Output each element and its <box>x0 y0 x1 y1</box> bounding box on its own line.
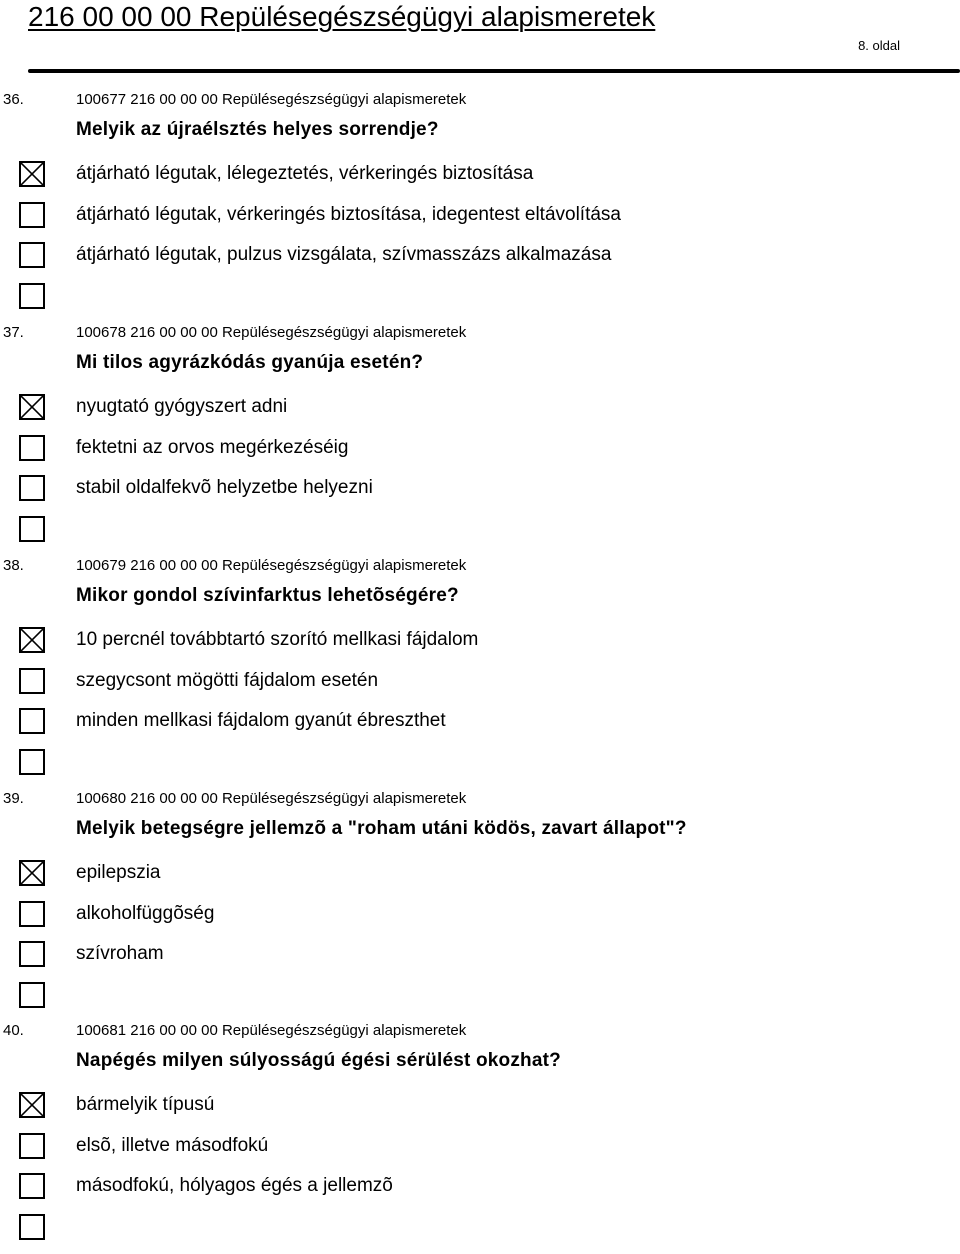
checkbox[interactable] <box>19 1133 45 1159</box>
question-code: 100680 216 00 00 00 Repülésegészségügyi alapismeretek <box>76 790 467 807</box>
checkbox[interactable] <box>19 242 45 268</box>
answer-label: alkoholfüggõség <box>76 903 215 924</box>
answer-option <box>0 982 960 1012</box>
checkbox-checked[interactable] <box>19 394 45 420</box>
cross-mark-icon <box>21 396 43 418</box>
answer-label: bármelyik típusú <box>76 1094 215 1115</box>
question-code: 100681 216 00 00 00 Repülésegészségügyi alapismeretek <box>76 1022 467 1039</box>
question-block <box>0 1022 960 1254</box>
answer-label: szívroham <box>76 943 164 964</box>
checkbox[interactable] <box>19 516 45 542</box>
answer-option <box>0 1092 960 1122</box>
checkbox[interactable] <box>19 941 45 967</box>
answer-label: fektetni az orvos megérkezéséig <box>76 437 349 458</box>
page-title: 216 00 00 00 Repülésegészségügyi alapismeretek <box>28 1 656 32</box>
answer-option <box>0 749 960 779</box>
answer-option <box>0 516 960 546</box>
answer-label: stabil oldalfekvõ helyzetbe helyezni <box>76 477 373 498</box>
question-number: 38. <box>3 557 24 574</box>
answer-option <box>0 475 960 505</box>
question-number: 36. <box>3 91 24 108</box>
question-number: 37. <box>3 324 24 341</box>
answer-option <box>0 1173 960 1203</box>
checkbox-checked[interactable] <box>19 860 45 886</box>
question-block <box>0 324 960 556</box>
checkbox[interactable] <box>19 202 45 228</box>
cross-mark-icon <box>21 1094 43 1116</box>
checkbox[interactable] <box>19 283 45 309</box>
answer-option <box>0 394 960 424</box>
answer-option <box>0 901 960 931</box>
answer-label: átjárható légutak, lélegeztetés, vérkeringés biztosítása <box>76 163 534 184</box>
answer-option <box>0 1214 960 1244</box>
checkbox-checked[interactable] <box>19 1092 45 1118</box>
question-text: Melyik betegségre jellemzõ a "roham utáni ködös, zavart állapot"? <box>76 818 687 839</box>
answer-label: másodfokú, hólyagos égés a jellemzõ <box>76 1175 393 1196</box>
answer-label: átjárható légutak, vérkeringés biztosítása, idegentest eltávolítása <box>76 204 621 225</box>
question-text: Mi tilos agyrázkódás gyanúja esetén? <box>76 352 424 373</box>
checkbox-checked[interactable] <box>19 627 45 653</box>
answer-option <box>0 668 960 698</box>
checkbox[interactable] <box>19 708 45 734</box>
answer-option <box>0 161 960 191</box>
answer-label: 10 percnél továbbtartó szorító mellkasi fájdalom <box>76 629 479 650</box>
answer-label: nyugtató gyógyszert adni <box>76 396 288 417</box>
checkbox[interactable] <box>19 1173 45 1199</box>
answer-option <box>0 708 960 738</box>
checkbox[interactable] <box>19 901 45 927</box>
answer-option <box>0 435 960 465</box>
question-text: Napégés milyen súlyosságú égési sérülést okozhat? <box>76 1050 561 1071</box>
answer-option <box>0 860 960 890</box>
question-number: 40. <box>3 1022 24 1039</box>
page-number: 8. oldal <box>858 38 900 53</box>
checkbox[interactable] <box>19 982 45 1008</box>
checkbox[interactable] <box>19 668 45 694</box>
checkbox-checked[interactable] <box>19 161 45 187</box>
cross-mark-icon <box>21 862 43 884</box>
answer-label: szegycsont mögötti fájdalom esetén <box>76 670 379 691</box>
answer-option <box>0 627 960 657</box>
question-block <box>0 557 960 789</box>
question-text: Mikor gondol szívinfarktus lehetõségére? <box>76 585 459 606</box>
checkbox[interactable] <box>19 475 45 501</box>
question-number: 39. <box>3 790 24 807</box>
answer-option <box>0 1133 960 1163</box>
checkbox[interactable] <box>19 435 45 461</box>
answer-option <box>0 283 960 313</box>
answer-option <box>0 202 960 232</box>
question-text: Melyik az újraélsztés helyes sorrendje? <box>76 119 439 140</box>
answer-label: elsõ, illetve másodfokú <box>76 1135 269 1156</box>
answer-option <box>0 242 960 272</box>
answer-label: epilepszia <box>76 862 161 883</box>
question-block <box>0 91 960 323</box>
header-divider <box>28 69 960 73</box>
answer-option <box>0 941 960 971</box>
question-code: 100678 216 00 00 00 Repülésegészségügyi alapismeretek <box>76 324 467 341</box>
question-code: 100677 216 00 00 00 Repülésegészségügyi alapismeretek <box>76 91 467 108</box>
cross-mark-icon <box>21 629 43 651</box>
checkbox[interactable] <box>19 749 45 775</box>
question-block <box>0 790 960 1022</box>
checkbox[interactable] <box>19 1214 45 1240</box>
answer-label: minden mellkasi fájdalom gyanút ébreszthet <box>76 710 446 731</box>
cross-mark-icon <box>21 163 43 185</box>
question-code: 100679 216 00 00 00 Repülésegészségügyi alapismeretek <box>76 557 467 574</box>
answer-label: átjárható légutak, pulzus vizsgálata, szívmasszázs alkalmazása <box>76 244 612 265</box>
